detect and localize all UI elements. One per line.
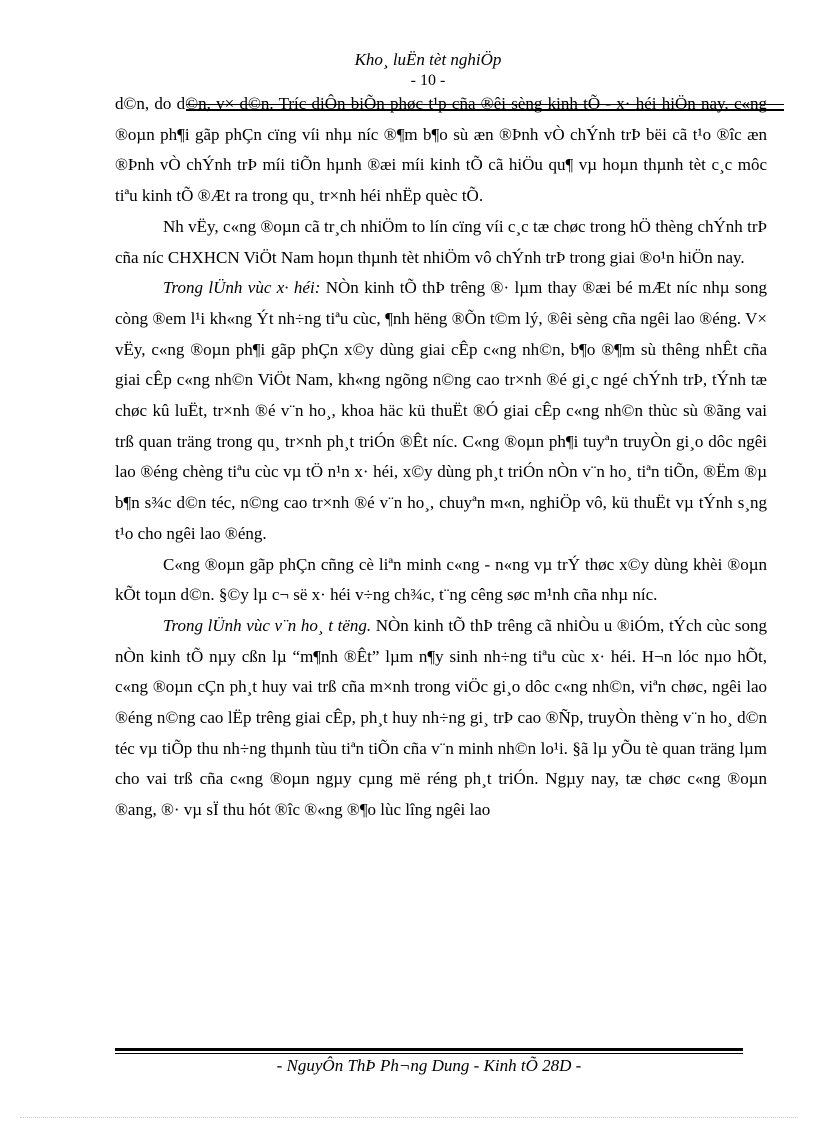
paragraph [115,550,767,611]
page-number: - 10 - [410,72,446,89]
section-label: Trong lÜnh vùc x· héi: [163,278,321,298]
document-body [115,89,767,826]
footer-rule [115,1053,743,1054]
page-bottom-border [20,1117,796,1118]
paragraph-text: d©n, do d©n, v× d©n. Tríc diÔn biÕn phøc t¹p cña ®êi sèng kinh tÕ - x· héi hiÖn nay, c«ng ®oµn ph¶i gãp phÇn cïng víi nhµ níc ®¶m b¶o sù æn ®Þnh vÒ chÝnh trÞ bëi cã t¹o ®îc æn ®Þnh vÒ chÝnh trÞ míi tiÕn hµnh ®æi míi kinh tÕ cã hiÖu qu¶ vµ hoµn thµnh tèt c¸c môc tiªu kinh tÕ ®Æt ra trong qu¸ tr×nh héi nhËp quèc tÕ. [115,94,767,206]
paragraph [115,611,767,826]
paragraph-text: C«ng ®oµn gãp phÇn cñng cè liªn minh c«ng - n«ng vµ trÝ thøc x©y dùng khèi ®oµn kÕt toµn d©n. §©y lµ c¬ së x· héi v÷ng ch¾c, t¨ng cêng søc m¹nh cña nhµ níc. [115,554,767,605]
footer-rule-double [115,1048,743,1051]
paragraph [115,273,767,549]
paragraph [115,212,767,273]
footer-author: - NguyÔn ThÞ Ph¬ng Dung - Kinh tÕ 28D - [276,1056,582,1075]
section-label: Trong lÜnh vùc v¨n ho¸ t tëng. [163,615,372,635]
paragraph [115,89,767,212]
document-title: Kho¸ luËn tèt nghiÖp [354,50,502,69]
paragraph-text: NÒn kinh tÕ thÞ trêng cã nhiÒu u ®iÓm, tÝch cùc song nÒn kinh tÕ nµy cßn lµ “m¶nh ®Êt” lµm n¶y sinh nh÷ng tiªu cùc x· héi. H¬n lóc nµo hÕt, c«ng ®oµn cÇn ph¸t huy vai trß cña m×nh trong viÖc gi¸o dôc c«ng nh©n, viªn chøc, ngêi lao ®éng n©ng cao lËp trêng giai cÊp, ph¸t huy nh÷ng gi¸ trÞ cao ®Ñp, truyÒn thèng v¨n ho¸ d©n téc vµ tiÕp thu nh÷ng thµnh tùu tiªn tiÕn cña v¨n minh nh©n lo¹i. §ã lµ yÕu tè quan träng lµm cho vai trß cña c«ng ®oµn ngµy cµng më réng ph¸t triÓn. Ngµy nay, tæ chøc c«ng ®oµn ®ang, ®· vµ sÏ thu hót ®îc ®«ng ®¶o lùc lîng ngêi lao [115,615,767,820]
paragraph-text: NÒn kinh tÕ thÞ trêng ®· lµm thay ®æi bé mÆt níc nhµ song còng ®em l¹i kh«ng Ýt nh÷ng tiªu cùc, ¶nh hëng ®Õn t©m lý, ®êi sèng cña ngêi lao ®éng. V× vËy, c«ng ®oµn ph¶i gãp phÇn x©y dùng giai cÊp c«ng nh©n, b¶o ®¶m sù thêng nhÊt cña giai cÊp c«ng nh©n ViÖt Nam, kh«ng ngõng n©ng cao tr×nh ®é gi¸c ngé chÝnh trÞ, tÝnh tæ chøc kû luËt, tr×nh ®é v¨n ho¸, khoa häc kü thuËt ®Ó giai cÊp c«ng nh©n thùc sù ®ãng vai trß quan träng trong qu¸ tr×nh ph¸t triÓn ®Êt níc. C«ng ®oµn ph¶i tuyªn truyÒn gi¸o dôc ngêi lao ®éng chèng tiªu cùc vµ tÖ n¹n x· héi, x©y dùng ph¸t triÓn nÒn v¨n ho¸ tiªn tiÕn, ®Ëm ®µ b¶n s¾c d©n téc, n©ng cao tr×nh ®é v¨n ho¸, chuyªn m«n, nghiÖp vô, kü thuËt vµ tÝnh s¸ng t¹o cho ngêi lao ®éng. [115,278,767,543]
paragraph-text: Nh vËy, c«ng ®oµn cã tr¸ch nhiÖm to lín cïng víi c¸c tæ chøc trong hÖ thèng chÝnh trÞ cña níc CHXHCN ViÖt Nam hoµn thµnh tèt nhiÖm vô chÝnh trÞ trong giai ®o¹n hiÖn nay. [115,216,767,267]
